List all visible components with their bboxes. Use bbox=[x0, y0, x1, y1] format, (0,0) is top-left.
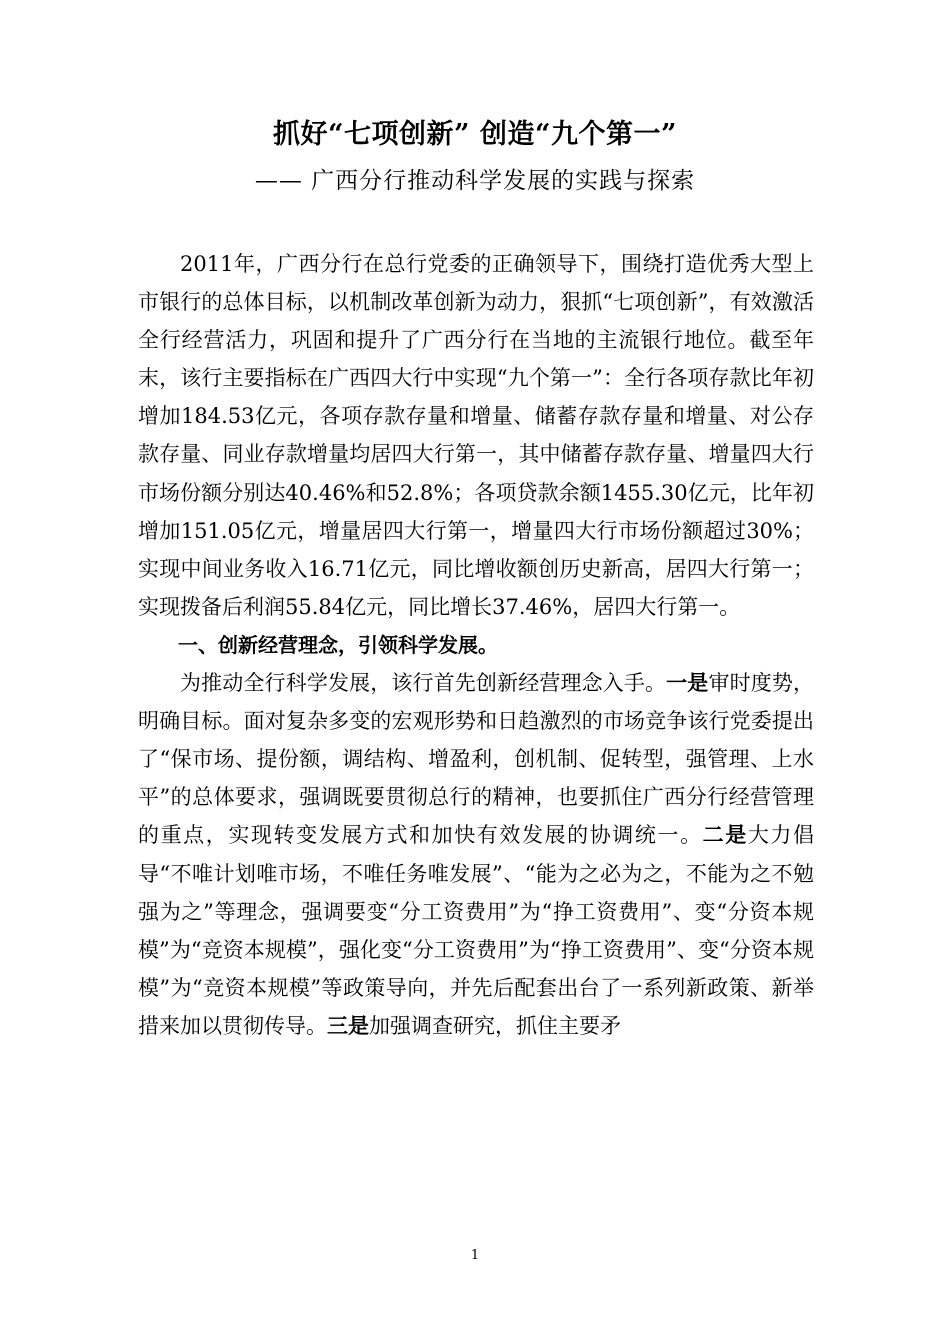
document-subtitle: —— 广西分行推动科学发展的实践与探索 bbox=[254, 168, 696, 194]
paragraph-intro: 2011年，广西分行在总行党委的正确领导下，围绕打造优秀大型上市银行的总体目标，以机制改革创新为动力，狠抓“七项创新”，有效激活全行经营活力，巩固和提升了广西分行在当地的主流银行地位。截至年末，该行主要指标在广西四大行中实现“九个第一”：全行各项存款比年初增加184.53亿元，各项存款存量和增量、储蓄存款存量和增量、对公存款存量、同业存款增量均居四大行第一，其中储蓄存款存量、增量四大行市场份额分别达40.46%和52.8%；各项贷款余额1455.30亿元，比年初增加151.05亿元，增量居四大行第一，增量四大行市场份额超过30%；实现中间业务收入16.71亿元，同比增收额创历史新高，居四大行第一；实现拨备后利润55.84亿元，同比增长37.46%，居四大行第一。 bbox=[138, 252, 814, 619]
page-number: 1 bbox=[470, 1248, 480, 1263]
point-marker-1: 一是 bbox=[666, 671, 709, 696]
document-title: 抓好“七项创新” 创造“九个第一” bbox=[272, 119, 678, 150]
paragraph-text: 审时度势，明确目标。面对复杂多变的宏观形势和日趋激烈的市场竞争该行党委提出了“保市场、提份额，调结构、增盈利，创机制、促转型，强管理、上水平”的总体要求，强调既要贯彻总行的精神，也要抓住广西分行经营管理的重点，实现转变发展方式和加快有效发展的协调统一。 bbox=[138, 671, 815, 848]
paragraph-text: 为推动全行科学发展，该行首先创新经营理念入手。 bbox=[180, 671, 667, 696]
paragraph-section-1 bbox=[138, 664, 814, 1045]
point-marker-2: 二是 bbox=[702, 823, 748, 848]
point-marker-3: 三是 bbox=[327, 1013, 369, 1038]
paragraph-text: 大力倡导“不唯计划唯市场，不唯任务唯发展”、“能为之必为之，不能为之不勉强为之”等理念，强调要变“分工资费用”为“挣工资费用”、变“分资本规模”为“竞资本规模”，强化变“分工资费用”为“挣工资费用”、变“分资本规模”为“竞资本规模”等政策导向，并先后配套出台了一系列新政策、新举措来加以贯彻传导。 bbox=[138, 823, 815, 1038]
paragraph-text: 加强调查研究，抓住主要矛 bbox=[369, 1013, 621, 1038]
section-heading-1: 一、创新经营理念，引领科学发展。 bbox=[178, 632, 498, 657]
document-body bbox=[138, 245, 814, 1045]
